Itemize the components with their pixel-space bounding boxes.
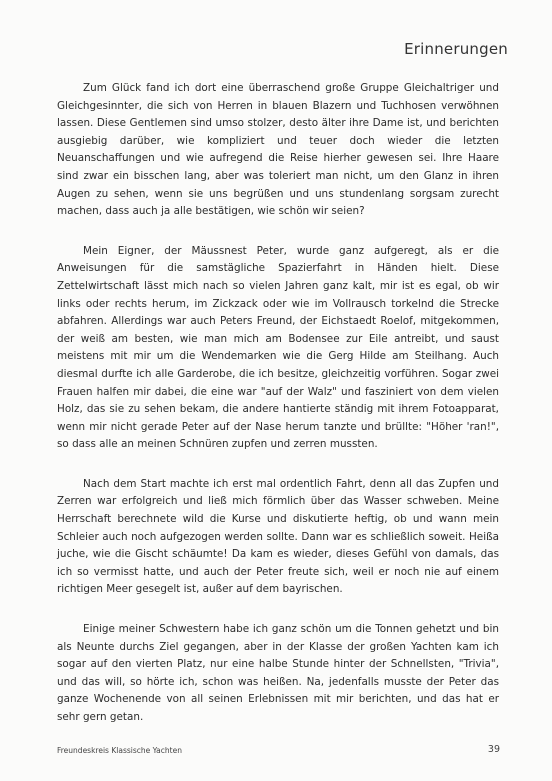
body-text	[57, 80, 499, 749]
paragraph: Nach dem Start machte ich erst mal ordentlich Fahrt, denn all das Zupfen und Zerren war erfolgreich und ließ mich förmlich über das Wasser schweben. Meine Herrschaft berechnete wild die Kurse und diskutierte heftig, ob und wann mein Schleier auch noch aufgezogen werden sollte. Dann war es schließlich soweit. Heißa juche, wie die Gischt schäumte! Da kam es wieder, dieses Gefühl von damals, das ich so vermisst hatte, und auch der Peter freute sich, weil er noch nie auf einem richtigen Meer gesegelt ist, außer auf dem bayrischen.	[57, 477, 499, 596]
footer-publication: Freundeskreis Klassische Yachten	[57, 746, 182, 755]
paragraph: Einige meiner Schwestern habe ich ganz schön um die Tonnen gehetzt und bin als Neunte durchs Ziel gegangen, aber in der Klasse der großen Yachten kam ich sogar auf den vierten Platz, nur eine halbe Stunde hinter der Schnellsten, "Trivia", und das will, so hörte ich, schon was heißen. Na, jedenfalls musste der Peter das ganze Wochenende von all seinen Erlebnissen mit mir berichten, und das hat er sehr gern getan.	[57, 623, 499, 723]
paragraph: Mein Eigner, der Mäussnest Peter, wurde ganz aufgeregt, als er die Anweisungen für die samstägliche Spazierfahrt in Händen hielt. Diese Zettelwirtschaft lässt mich nach so vielen Jahren ganz kalt, mir ist es egal, ob wir links oder rechts herum, im Zickzack oder wie im Vollrausch torkelnd die Strecke abfahren. Allerdings war auch Peters Freund, der Eichstaedt Roelof, mitgekommen, der weiß am besten, wie man mich am Bodensee zur Eile antreibt, und saust meistens mit mir um die Wendemarken wie die Gerg Hilde am Steilhang. Auch diesmal durfte ich alle Garderobe, die ich besitze, gleichzeitig vorführen. Sogar zwei Frauen halfen mir dabei, die eine war "auf der Walz" und fasziniert von dem vielen Holz, das sie zu sehen bekam, die andere hantierte ständig mit ihrem Fotoapparat, wenn mir nicht gerade Peter auf der Nase herum tanzte und brüllte: "Höher 'ran!", so dass alle an meinen Schnüren zupfen und zerren mussten.	[57, 244, 499, 451]
page-number: 39	[487, 744, 500, 755]
chapter-title: Erinnerungen	[404, 40, 508, 58]
paragraph: Zum Glück fand ich dort eine überraschend große Gruppe Gleichaltriger und Gleichgesinnter, die sich von Herren in blauen Blazern und Tuchhosen verwöhnen lassen. Diese Gentlemen sind umso stolzer, desto älter ihre Dame ist, und berichten ausgiebig darüber, wie kompliziert und teuer doch wieder die letzten Neuanschaffungen und wie aufregend die Reise hierher gewesen sei. Ihre Haare sind zwar ein bisschen lang, aber was toleriert man nicht, um den Glanz in ihren Augen zu sehen, wenn sie uns begrüßen und uns stundenlang sorgsam zurecht machen, dass auch ja alle bestätigen, wie schön wir seien?	[57, 82, 499, 218]
